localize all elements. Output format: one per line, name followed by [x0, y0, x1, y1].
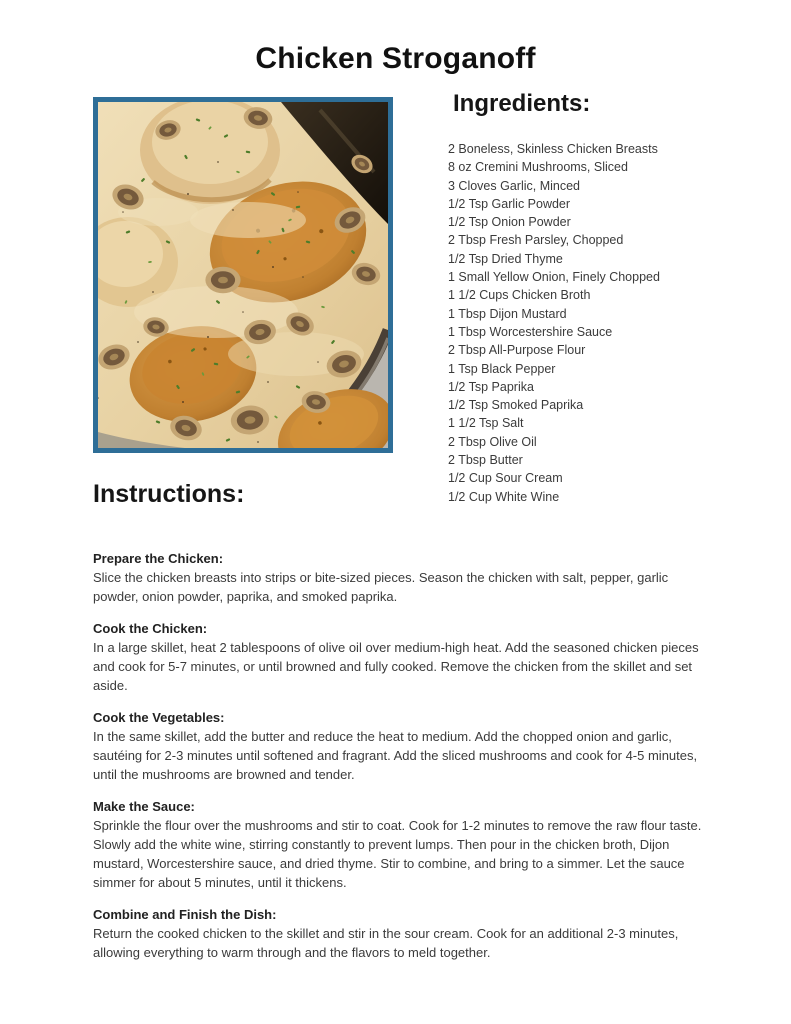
ingredient-item: 1/2 Cup White Wine — [448, 489, 560, 504]
instruction-section-body: In a large skillet, heat 2 tablespoons of olive oil over medium-high heat. Add the seasoned chicken pieces and cook for 5-7 minutes, or until browned and fully cooked. Remove the chicken from the skillet and set aside. — [93, 640, 699, 693]
ingredient-item: 1/2 Tsp Onion Powder — [448, 215, 571, 230]
ingredient-item: 1/2 Tsp Dried Thyme — [448, 251, 563, 266]
instruction-section-title: Combine and Finish the Dish: — [93, 907, 277, 922]
instruction-section — [93, 905, 707, 962]
ingredient-item: 2 Tbsp Olive Oil — [448, 434, 537, 449]
ingredient-item: 2 Boneless, Skinless Chicken Breasts — [448, 142, 658, 156]
instruction-section-title: Make the Sauce: — [93, 799, 195, 814]
instruction-section-body: In the same skillet, add the butter and reduce the heat to medium. Add the chopped onion and garlic, sautéing for 2-3 minutes until softened and fragrant. Add the sliced mushrooms and cook for 4-5 minutes, until the mushrooms are browned and tender. — [93, 729, 698, 782]
instruction-section — [93, 797, 707, 892]
instruction-section — [93, 619, 707, 695]
ingredient-item: 1/2 Tsp Garlic Powder — [448, 196, 571, 211]
instruction-section-body: Slice the chicken breasts into strips or bite-sized pieces. Season the chicken with salt, pepper, garlic powder, onion powder, paprika, and smoked paprika. — [93, 570, 669, 604]
instruction-section-body: Return the cooked chicken to the skillet and stir in the sour cream. Cook for an additional 2-3 minutes, allowing everything to warm through and the flavors to meld together. — [93, 926, 679, 960]
instruction-section — [93, 708, 707, 784]
recipe-photo — [93, 97, 393, 453]
recipe-photo-graphic — [98, 102, 388, 448]
instruction-section — [93, 549, 707, 606]
ingredients-heading: Ingredients: — [453, 90, 591, 117]
ingredients-section — [448, 90, 718, 506]
ingredient-item: 1 Tsp Black Pepper — [448, 361, 556, 376]
ingredient-item: 2 Tbsp All-Purpose Flour — [448, 343, 586, 358]
ingredient-item: 1/2 Cup Sour Cream — [448, 471, 563, 486]
ingredient-item: 1 Tbsp Dijon Mustard — [448, 306, 567, 321]
instruction-section-title: Prepare the Chicken: — [93, 551, 224, 566]
ingredient-item: 1 1/2 Tsp Salt — [448, 416, 524, 431]
instruction-section-title: Cook the Vegetables: — [93, 710, 225, 725]
ingredient-item: 8 oz Cremini Mushrooms, Sliced — [448, 160, 628, 175]
ingredient-item: 2 Tbsp Fresh Parsley, Chopped — [448, 233, 624, 248]
ingredient-item: 3 Cloves Garlic, Minced — [448, 178, 580, 193]
ingredient-item: 2 Tbsp Butter — [448, 453, 523, 468]
ingredient-item: 1/2 Tsp Paprika — [448, 379, 534, 394]
instructions-heading: Instructions: — [93, 480, 245, 508]
ingredient-item: 1 Tbsp Worcestershire Sauce — [448, 324, 613, 339]
instruction-section-body: Sprinkle the flour over the mushrooms and stir to coat. Cook for 1-2 minutes to remove the raw flour taste. Slowly add the white wine, stirring constantly to prevent lumps. Then pour in the chicken broth, Dijon mustard, Worcestershire sauce, and dried thyme. Stir to combine, and bring to a simmer. Let the sauce simmer for about 5 minutes, until it thickens. — [93, 818, 702, 890]
instructions-sections — [93, 549, 707, 975]
ingredients-list — [448, 140, 718, 506]
ingredient-item: 1/2 Tsp Smoked Paprika — [448, 398, 584, 413]
ingredient-item: 1 1/2 Cups Chicken Broth — [448, 288, 591, 303]
instruction-section-title: Cook the Chicken: — [93, 621, 208, 636]
page-title: Chicken Stroganoff — [255, 42, 536, 75]
ingredient-item: 1 Small Yellow Onion, Finely Chopped — [448, 270, 660, 285]
